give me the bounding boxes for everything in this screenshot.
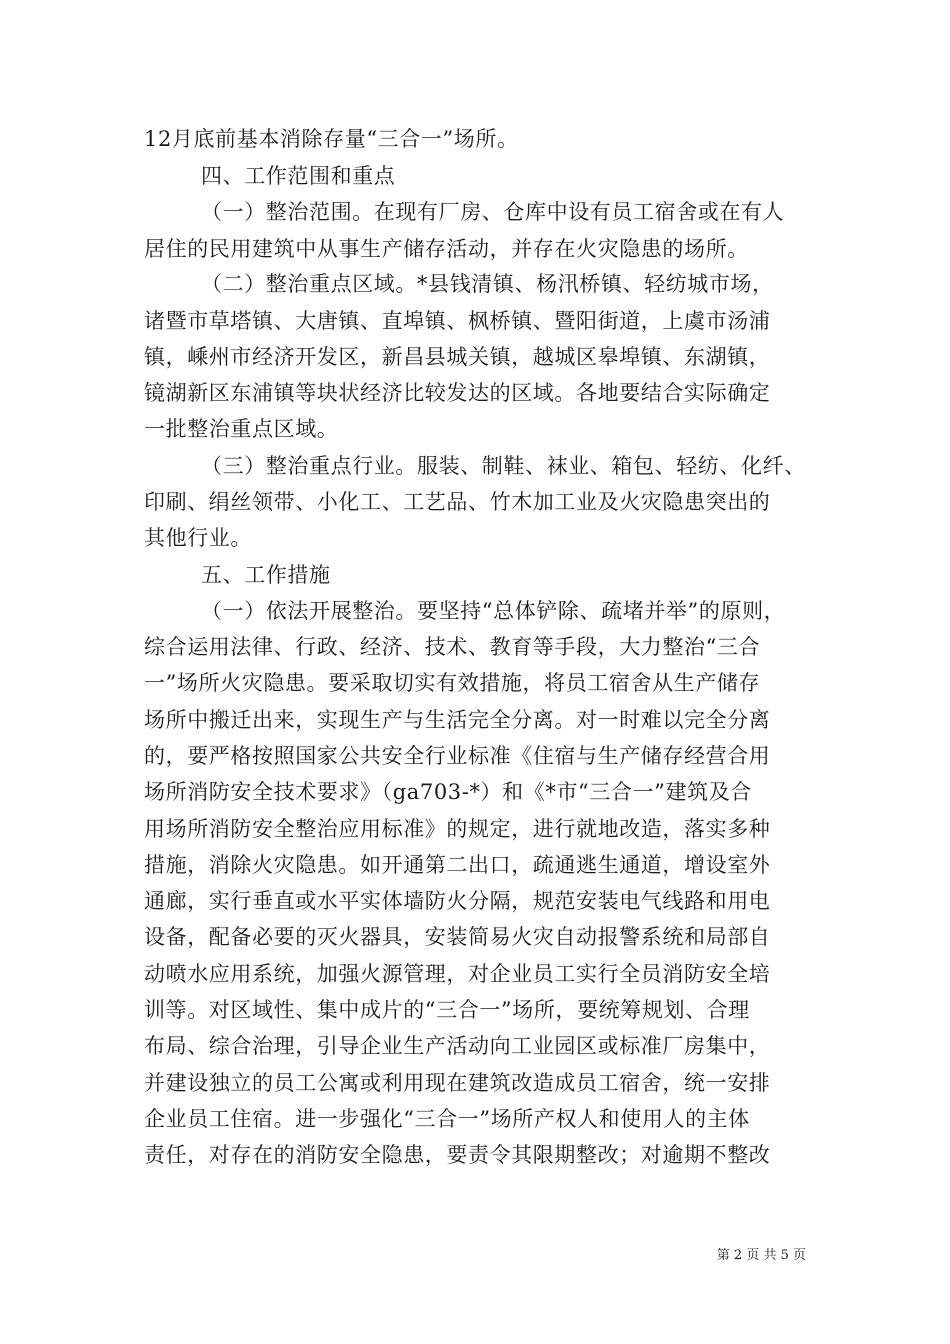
text-line-16: 一”场所火灾隐患。要采取切实有效措施，将员工宿舍从生产储存 [144,671,761,695]
text-line-14: （一）依法开展整治。要坚持“总体铲除、疏堵并举”的原则， [201,599,786,623]
text-line-10: （三）整治重点行业。服装、制鞋、袜业、箱包、轻纺、化纤、 [201,454,806,478]
text-line-3: （一）整治范围。在现有厂房、仓库中设有员工宿舍或在有人 [201,200,785,224]
text-line-17: 场所中搬迁出来，实现生产与生活完全分离。对一时难以完全分离 [144,708,771,732]
section-heading-4: 四、工作范围和重点 [201,164,396,188]
text-line-19: 场所消防安全技术要求》（ga703-*）和《*市“三合一”建筑及合 [144,780,752,804]
text-line-20: 用场所消防安全整治应用标准》的规定，进行就地改造，落实多种 [144,817,771,841]
text-line-25: 训等。对区域性、集中成片的“三合一”场所，要统筹规划、合理 [144,998,750,1022]
text-line-11: 印刷、绢丝领带、小化工、工艺品、竹木加工业及火灾隐患突出的 [144,490,771,514]
section-heading-5: 五、工作措施 [201,563,331,587]
page-number: 第 2 页 共 5 页 [716,1248,806,1263]
text-line-4: 居住的民用建筑中从事生产储存活动，并存在火灾隐患的场所。 [144,237,749,261]
text-line-6: 诸暨市草塔镇、大唐镇、直埠镇、枫桥镇、暨阳街道，上虞市汤浦 [144,309,771,333]
text-line-7: 镇，嵊州市经济开发区，新昌县城关镇，越城区皋埠镇、东湖镇， [144,345,771,369]
text-line-29: 责任，对存在的消防安全隐患，要责令其限期整改；对逾期不整改 [144,1143,771,1167]
text-line-27: 并建设独立的员工公寓或利用现在建筑改造成员工宿舍，统一安排 [144,1071,771,1095]
text-line-1: 12月底前基本消除存量“三合一”场所。 [144,127,519,151]
text-line-28: 企业员工住宿。进一步强化“三合一”场所产权人和使用人的主体 [144,1107,750,1131]
text-line-8: 镜湖新区东浦镇等块状经济比较发达的区域。各地要结合实际确定 [144,381,771,405]
text-line-18: 的，要严格按照国家公共安全行业标准《住宿与生产储存经营合用 [144,744,771,768]
text-line-15: 综合运用法律、行政、经济、技术、教育等手段，大力整治“三合 [144,635,761,659]
text-line-23: 设备，配备必要的灭火器具，安装简易火灾自动报警系统和局部自 [144,925,771,949]
text-line-12: 其他行业。 [144,526,252,550]
text-line-26: 布局、综合治理，引导企业生产活动向工业园区或标准厂房集中， [144,1034,771,1058]
text-line-21: 措施，消除火灾隐患。如开通第二出口，疏通逃生通道，增设室外 [144,853,771,877]
text-line-24: 动喷水应用系统，加强火源管理，对企业员工实行全员消防安全培 [144,962,771,986]
text-line-5: （二）整治重点区域。*县钱清镇、杨汛桥镇、轻纺城市场， [201,272,774,296]
text-line-9: 一批整治重点区域。 [144,417,339,441]
text-line-22: 通廊，实行垂直或水平实体墙防火分隔，规范安装电气线路和用电 [144,889,771,913]
